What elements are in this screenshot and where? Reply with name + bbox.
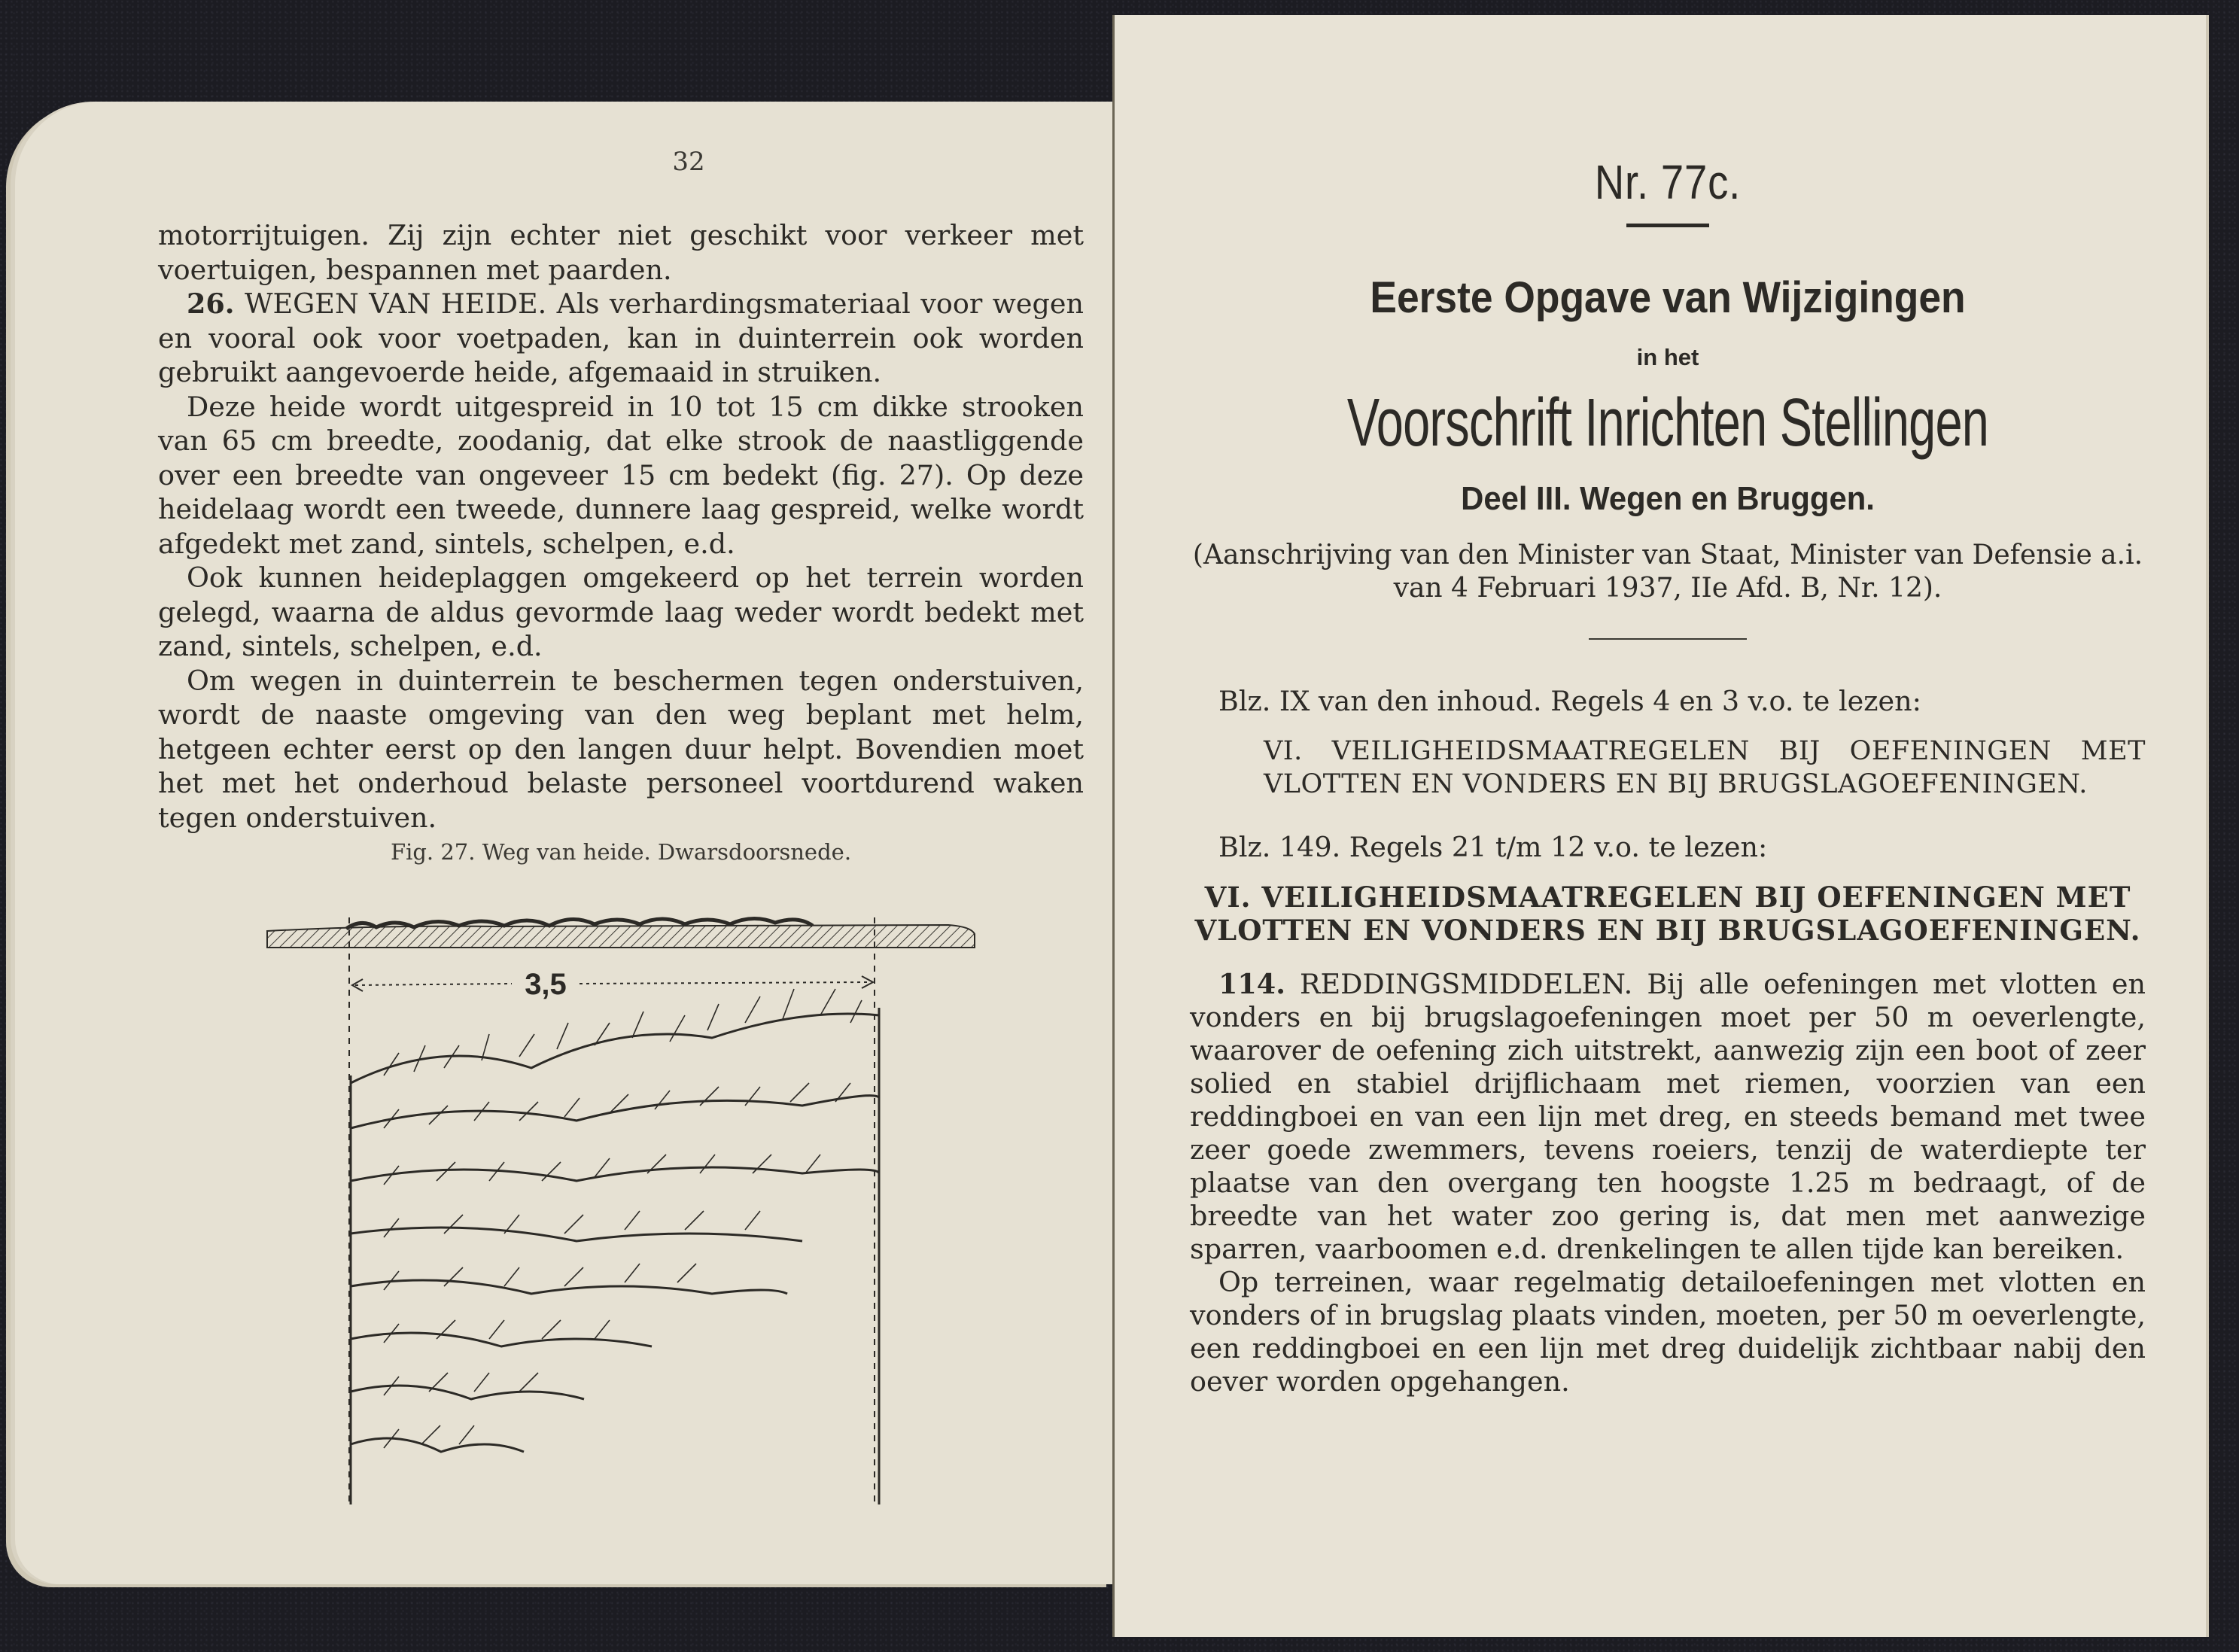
section-text: Als verhardingsmateriaal voor wegen en vooral ook voor voetpaden, kan in duinterrein ook worden gebruikt aangevoerde heide, afgemaaid in struiken. xyxy=(158,288,1084,388)
paragraph-continued: motorrijtuigen. Zij zijn echter niet geschikt voor verkeer met voertuigen, bespannen met paarden. xyxy=(158,219,1084,286)
left-page xyxy=(15,102,1115,1584)
section-heading: WEGEN VAN HEIDE. xyxy=(244,288,547,320)
section-114 xyxy=(1190,968,2146,1266)
section-heading: REDDINGSMIDDELEN. xyxy=(1300,968,1633,1000)
paragraph: Ook kunnen heideplaggen omgekeerd op het terrein worden gelegd, waarna de aldus gevormde laag weder wordt bedekt met zand, sintels, schelpen, e.d. xyxy=(158,561,1084,662)
left-body-text xyxy=(158,218,1084,835)
paragraph: Om wegen in duinterrein te beschermen tegen onderstuiven, wordt de naaste omgeving van den weg beplant met helm, hetgeen echter eerst op den langen duur helpt. Bovendien moet het met het onderhoud belaste personeel voortdurend waken tegen onderstuiven. xyxy=(158,664,1084,834)
section-number: 114. xyxy=(1218,968,1285,1000)
page-number: 32 xyxy=(672,147,705,177)
section-26 xyxy=(158,287,1084,390)
paragraph: Deze heide wordt uitgespreid in 10 tot 15 cm dikke strooken van 65 cm breedte, zoodanig, dat elke strook de naastliggende over een breedte van ongeveer 15 cm bedekt (fig. 27). Op deze heidelaag wordt een tweede, dunnere laag gespreid, welke wordt afgedekt met zand, sintels, schelpen, e.d. xyxy=(158,390,1084,560)
amendment-1-replacement: VI. VEILIGHEIDSMAATREGELEN BIJ OEFENINGEN MET VLOTTEN EN VONDERS EN BIJ BRUGSLAGOEFENINGEN. xyxy=(1264,736,2146,799)
title-line-1: Eerste Opgave van Wijzigingen xyxy=(1370,273,1966,322)
amendment-2-reference: Blz. 149. Regels 21 t/m 12 v.o. te lezen: xyxy=(1218,831,1768,863)
divider xyxy=(1626,224,1709,227)
title-connector: in het xyxy=(1636,344,1699,370)
right-page-content xyxy=(1190,154,2146,1398)
cross-section-illustration xyxy=(158,887,986,1504)
document-number: Nr. 77c. xyxy=(1594,155,1742,209)
left-page-content xyxy=(158,147,1084,1504)
section-number: 26. xyxy=(187,288,235,320)
section-text: Bij alle oefeningen met vlotten en vonders en bij brugslagoefeningen moet per 50 m oeverlengte, waarover de oefening zich uitstrekt, aanwezig zijn een boot of zeer solied en stabiel drijflichaam met riemen, voorzien van een reddingboei en van een lijn met dreg, en steeds bemand met twee zeer goede zwemmers, tevens roeiers, tenzij de waterdiepte ter plaatse van den overgang ten hoogste 1.25 m bedraagt, of de breedte van het water zoo gering is, dat men met aanwezige sparren, vaarboomen e.d. drenkelingen te allen tijde kan bereiken. xyxy=(1190,968,2146,1265)
dimension-label: 3,5 xyxy=(525,968,567,1001)
subtitle-authority: (Aanschrijving van den Minister van Staat, Minister van Defensie a.i. van 4 Februari 1937, IIe Afd. B, Nr. 12). xyxy=(1192,540,2143,604)
paragraph: Op terreinen, waar regelmatig detailoefeningen met vlotten en vonders of in brugslag plaats vinden, moeten, per 50 m oeverlengte, een reddingboei en een lijn met dreg duidelijk zichtbaar nabij den oever worden opgehangen. xyxy=(1190,1266,2146,1398)
right-page xyxy=(1112,15,2209,1637)
amendment-1-reference: Blz. IX van den inhoud. Regels 4 en 3 v.o. te lezen: xyxy=(1218,685,1921,717)
figure-caption: Fig. 27. Weg van heide. Dwarsdoorsnede. xyxy=(390,839,852,865)
title-line-3: Deel III. Wegen en Bruggen. xyxy=(1461,480,1875,517)
title-line-2: Voorschrift Inrichten Stellingen xyxy=(1346,385,1989,461)
divider xyxy=(1589,638,1747,640)
amendment-2-heading: VI. VEILIGHEIDSMAATREGELEN BIJ OEFENINGEN MET VLOTTEN EN VONDERS EN BIJ BRUGSLAGOEFENINGEN. xyxy=(1194,881,2141,947)
figure-27-heath-road-cross-section xyxy=(158,887,1084,1504)
